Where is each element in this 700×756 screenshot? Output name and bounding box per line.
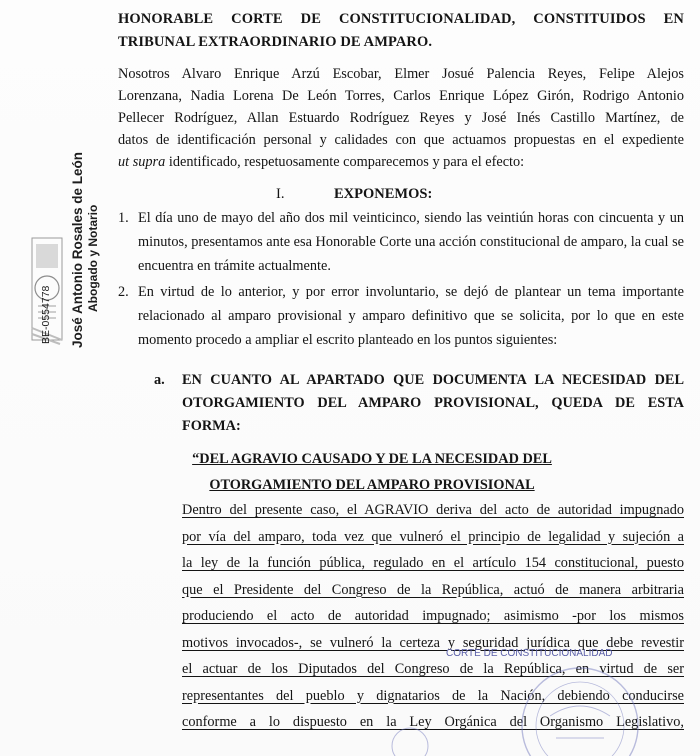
quote-title-line-1: “DEL AGRAVIO CAUSADO Y DE LA NECESIDAD DEL (192, 451, 552, 467)
list-item-index: 2. (118, 284, 129, 300)
quote-line: representantes del pueblo y dignatarios de la Nación, debiendo conducirse (182, 687, 684, 704)
intro-line: datos de identificación personal y calidades con que actuamos propuestas en el expediente (118, 132, 684, 148)
quote-line: produciendo el acto de autoridad impugnado; asimismo -por los mismos (182, 608, 684, 624)
list-item-text: En virtud de lo anterior, y por error involuntario, se dejó de plantear un tema importante relacionado al amparo provisional y amparo definitivo que se solicita, por lo que en este momento procedo a ampliar el escrito planteado en los puntos siguientes: (138, 284, 684, 348)
section-number: I. (276, 186, 285, 202)
stamp-name: José Antonio Rosales de León (70, 151, 85, 348)
list-item (118, 280, 684, 352)
list-item-text: El día uno de mayo del año dos mil veinticinco, siendo las veintiún horas con cincuenta y un minutos, presentamos ante esa Honorable Corte una acción constitucional de amparo, la cual se encuentra en trámite actualmente. (138, 210, 684, 274)
stamp-role: Abogado y Notario (86, 204, 100, 312)
list-item-index: 1. (118, 210, 129, 226)
quote-line: motivos invocados-, se vulneró la certeza y seguridad jurídica que debe revestir (182, 634, 684, 651)
list-item (118, 206, 684, 278)
quote-line: que el Presidente del Congreso de la República, actuó de manera arbitraria (182, 581, 684, 598)
subsection-index: a. (154, 372, 165, 388)
ut-supra-text: ut supra (118, 154, 166, 170)
quote-line: la ley de la función pública, regulado en el artículo 154 constitucional, puesto (182, 555, 684, 571)
quote-line: el actuar de los Diputados del Congreso de la República, en virtud de ser (182, 661, 684, 677)
subsection-text: EN CUANTO AL APARTADO QUE DOCUMENTA LA NECESIDAD DEL OTORGAMIENTO DEL AMPARO PROVISIONAL, QUEDA DE ESTA FORMA: (182, 372, 684, 434)
intro-line-last (118, 151, 684, 173)
stamp-id: BE-0554778 (40, 285, 52, 344)
quote-title-line-2: OTORGAMIENTO DEL AMPARO PROVISIONAL (209, 477, 535, 493)
heading-line-1: HONORABLE CORTE DE CONSTITUCIONALIDAD, CONSTITUIDOS EN (118, 11, 684, 27)
intro-line: Pellecer Rodríguez, Allan Estuardo Rodríguez Reyes y José Inés Castillo Martínez, de (118, 110, 684, 126)
seal-text: CORTE DE CONSTITUCIONALIDAD (446, 648, 613, 659)
intro-line: Lorenzana, Nadia Lorena De León Torres, Carlos Enrique López Girón, Rodrigo Antonio (118, 88, 684, 104)
quote-line: conforme a lo dispuesto en la Ley Orgánica del Organismo Legislativo, (182, 714, 684, 730)
quote-line: por vía del amparo, toda vez que vulneró el principio de legalidad y sujeción a (182, 528, 684, 545)
court-seal (380, 646, 700, 756)
section-title (276, 186, 432, 203)
heading-line-2: TRIBUNAL EXTRAORDINARIO DE AMPARO. (118, 34, 433, 50)
quote-title (182, 446, 562, 498)
quote-line: Dentro del presente caso, el AGRAVIO deriva del acto de autoridad impugnado (182, 502, 684, 518)
subsection (154, 369, 684, 438)
section-title-text: EXPONEMOS: (334, 186, 433, 202)
intro-paragraph (118, 63, 684, 173)
intro-last-suffix: identificado, respetuosamente comparecemos y para el efecto: (165, 154, 525, 170)
intro-line: Nosotros Alvaro Enrique Arzú Escobar, Elmer Josué Palencia Reyes, Felipe Alejos (118, 66, 684, 82)
document-heading (118, 8, 684, 54)
